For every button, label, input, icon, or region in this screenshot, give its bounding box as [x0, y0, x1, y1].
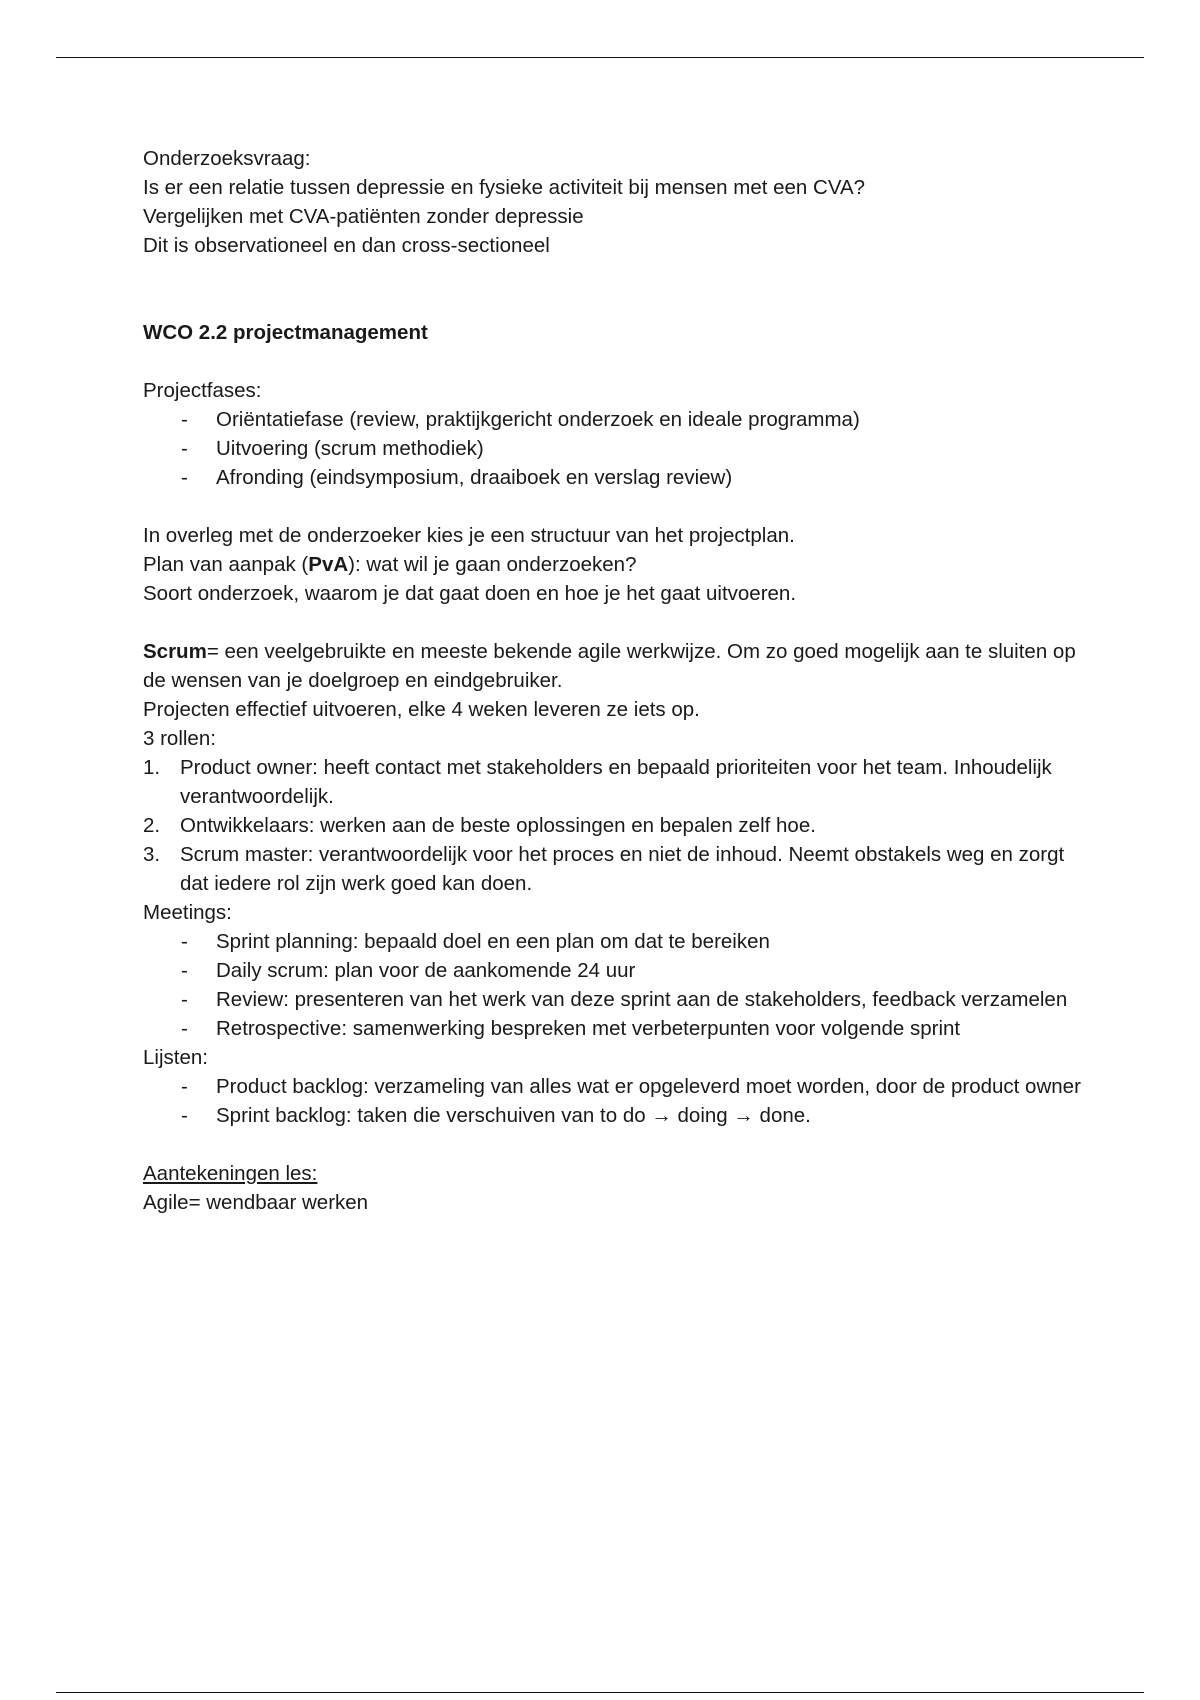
meetings-label: Meetings: [143, 901, 232, 924]
research-question-line: Dit is observationeel en dan cross-sectioneel [143, 234, 550, 257]
scrum-definition: Scrum= een veelgebruikte en meeste bekende agile werkwijze. Om zo goed mogelijk aan te sluiten op de wensen van je doelgroep en eindgebruiker. [143, 640, 1076, 692]
document-body [143, 144, 1083, 1217]
header-rule [56, 57, 1144, 58]
list-item: 3. Scrum master: verantwoordelijk voor het proces en niet de inhoud. Neemt obstakels weg en zorgt dat iedere rol zijn werk goed kan doen. [143, 843, 1065, 895]
list-item: - Review: presenteren van het werk van deze sprint aan de stakeholders, feedback verzamelen [143, 985, 1083, 1014]
phases-label: Projectfases: [143, 379, 262, 402]
list-item: - Afronding (eindsymposium, draaiboek en verslag review) [143, 463, 1083, 492]
list-item: - Sprint backlog: taken die verschuiven van to do → doing → done. [143, 1101, 1083, 1130]
footer-rule [56, 1692, 1144, 1693]
list-item: 1. Product owner: heeft contact met stakeholders en bepaald prioriteiten voor het team. Inhoudelijk verantwoordelijk. [143, 756, 1052, 808]
phases-list [143, 405, 1083, 492]
section-heading: WCO 2.2 projectmanagement [143, 321, 428, 344]
research-question-line: Is er een relatie tussen depressie en fysieke activiteit bij mensen met een CVA? [143, 176, 866, 199]
roles-label: 3 rollen: [143, 727, 216, 750]
list-item: - Sprint planning: bepaald doel en een plan om dat te bereiken [143, 927, 1083, 956]
roles-list [143, 753, 1083, 898]
pva-term: PvA [308, 553, 349, 576]
paragraph: Soort onderzoek, waarom je dat gaat doen en hoe je het gaat uitvoeren. [143, 582, 797, 605]
meetings-list [143, 927, 1083, 1043]
list-item: - Uitvoering (scrum methodiek) [143, 434, 1083, 463]
paragraph: In overleg met de onderzoeker kies je een structuur van het projectplan. [143, 524, 795, 547]
notes-line: Agile= wendbaar werken [143, 1191, 369, 1214]
list-item: - Product backlog: verzameling van alles wat er opgeleverd moet worden, door de product owner [143, 1072, 1083, 1101]
list-item: 2. Ontwikkelaars: werken aan de beste oplossingen en bepalen zelf hoe. [143, 814, 816, 837]
list-item: - Oriëntatiefase (review, praktijkgericht onderzoek en ideale programma) [143, 405, 1083, 434]
paragraph: Plan van aanpak (PvA): wat wil je gaan onderzoeken? [143, 553, 637, 576]
scrum-term: Scrum [143, 640, 207, 663]
list-item: - Retrospective: samenwerking bespreken met verbeterpunten voor volgende sprint [143, 1014, 1083, 1043]
research-question-line: Vergelijken met CVA-patiënten zonder depressie [143, 205, 584, 228]
notes-label: Aantekeningen les: [143, 1162, 318, 1185]
list-item: - Daily scrum: plan voor de aankomende 24 uur [143, 956, 1083, 985]
paragraph: Projecten effectief uitvoeren, elke 4 weken leveren ze iets op. [143, 698, 700, 721]
lists-list [143, 1072, 1083, 1130]
lists-label: Lijsten: [143, 1046, 208, 1069]
research-question-label: Onderzoeksvraag: [143, 147, 311, 170]
